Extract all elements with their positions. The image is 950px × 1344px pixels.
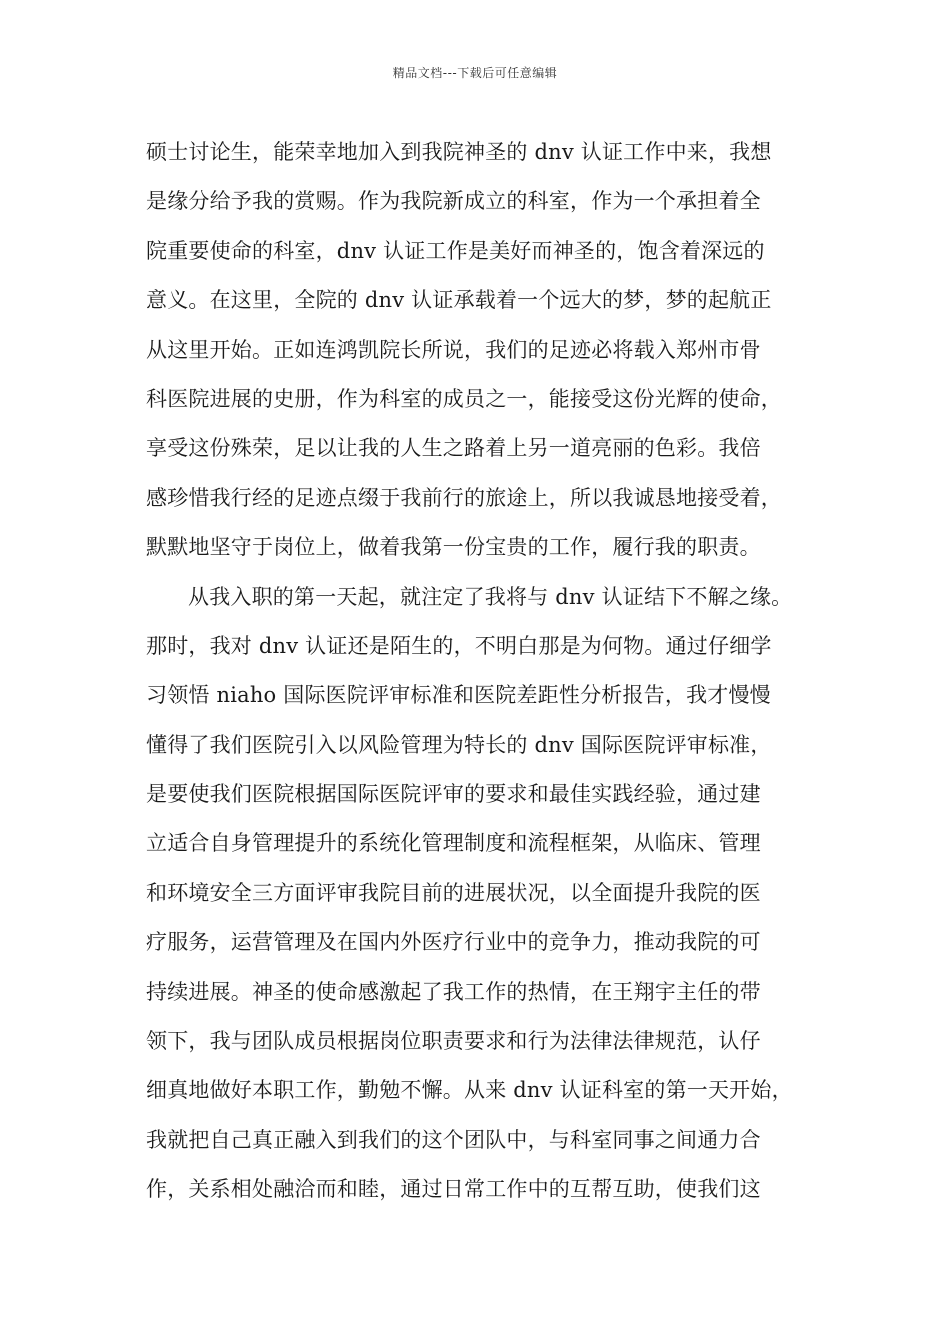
document-body [146,128,836,1215]
text-line: 习领悟 niaho 国际医院评审标准和医院差距性分析报告，我才慢慢 [146,683,771,708]
text-line: 意义。在这里，全院的 dnv 认证承载着一个远大的梦，梦的起航正 [146,288,772,313]
text-line: 是缘分给予我的赏赐。作为我院新成立的科室，作为一个承担着全 [146,189,761,214]
text-line: 我就把自己真正融入到我们的这个团队中，与科室同事之间通力合 [146,1127,761,1152]
paragraph-2 [146,573,836,1215]
text-line: 领下，我与团队成员根据岗位职责要求和行为法律法律规范，认仔 [146,1029,761,1054]
text-line-indented: 从我入职的第一天起，就注定了我将与 dnv 认证结下不解之缘。 [188,584,793,609]
page-header: 精品文档---下载后可任意编辑 [392,66,558,80]
text-line: 硕士讨论生，能荣幸地加入到我院神圣的 dnv 认证工作中来，我想 [146,140,772,164]
text-line: 和环境安全三方面评审我院目前的进展状况，以全面提升我院的医 [146,880,761,905]
text-line: 科医院进展的史册，作为科室的成员之一，能接受这份光辉的使命， [146,386,782,411]
text-line: 持续进展。神圣的使命感激起了我工作的热情，在王翔宇主任的带 [146,979,761,1004]
text-line: 默默地坚守于岗位上，做着我第一份宝贵的工作，履行我的职责。 [146,535,761,560]
text-line: 懂得了我们医院引入以风险管理为特长的 dnv 国际医院评审标准， [146,732,772,757]
text-line: 是要使我们医院根据国际医院评审的要求和最佳实践经验，通过建 [146,782,761,807]
text-line: 从这里开始。正如连鸿凯院长所说，我们的足迹必将载入郑州市骨 [146,337,761,362]
paragraph-1 [146,128,836,573]
text-line: 立适合自身管理提升的系统化管理制度和流程框架，从临床、管理 [146,831,761,856]
text-line: 作，关系相处融洽而和睦，通过日常工作中的互帮互助，使我们这 [146,1177,761,1202]
text-line: 院重要使命的科室，dnv 认证工作是美好而神圣的，饱含着深远的 [146,238,765,263]
text-line: 那时，我对 dnv 认证还是陌生的，不明白那是为何物。通过仔细学 [146,633,772,658]
text-line: 疗服务，运营管理及在国内外医疗行业中的竞争力，推动我院的可 [146,930,761,955]
text-line: 享受这份殊荣，足以让我的人生之路着上另一道亮丽的色彩。我倍 [146,436,761,461]
text-line: 感珍惜我行经的足迹点缀于我前行的旅途上，所以我诚恳地接受着， [146,485,782,510]
text-line: 细真地做好本职工作，勤勉不懈。从来 dnv 认证科室的第一天开始， [146,1078,793,1103]
